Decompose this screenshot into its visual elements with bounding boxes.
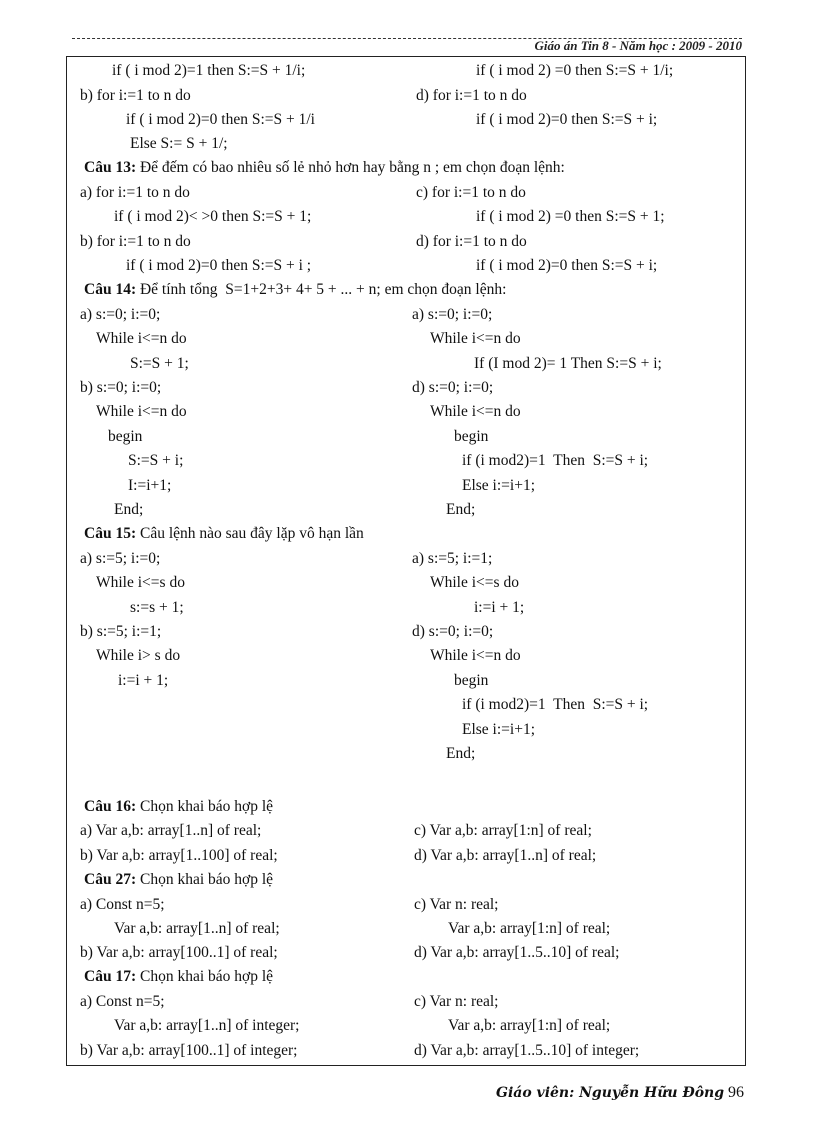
question-number: Câu 13:: [84, 159, 137, 176]
code-line: [462, 451, 648, 471]
line-text: b) for i:=1 to n do: [80, 87, 191, 104]
question-number: Câu 16:: [84, 798, 137, 815]
code-line: [130, 354, 189, 374]
page-footer: [496, 1084, 744, 1102]
code-line: [462, 476, 535, 496]
code-line: [130, 598, 184, 618]
code-line: [114, 919, 280, 939]
line-text: a) s:=0; i:=0;: [80, 306, 161, 323]
line-text: if ( i mod 2)=0 then S:=S + i ;: [126, 257, 312, 274]
line-text: I:=i+1;: [128, 477, 172, 494]
line-text: b) Var a,b: array[1..100] of real;: [80, 847, 278, 864]
line-text: d) for i:=1 to n do: [416, 87, 527, 104]
line-text: Var a,b: array[1:n] of real;: [448, 1017, 611, 1034]
line-text: End;: [114, 501, 144, 518]
line-text: If (I mod 2)= 1 Then S:=S + i;: [474, 355, 662, 372]
code-line: [96, 402, 187, 422]
line-text: While i<=s do: [96, 574, 185, 591]
code-line: [416, 86, 527, 106]
code-line: [80, 378, 161, 398]
code-line: [80, 1041, 298, 1061]
code-line: [126, 256, 311, 276]
line-text: Chọn khai báo hợp lệ: [136, 968, 274, 985]
code-line: [414, 943, 619, 963]
question-number: Câu 17:: [84, 968, 137, 985]
question-line: [84, 870, 273, 890]
page-header: Giáo án Tin 8 - Năm học : 2009 - 2010: [534, 38, 742, 53]
line-text: b) s:=0; i:=0;: [80, 379, 162, 396]
code-line: [128, 476, 171, 496]
line-text: While i<=n do: [96, 403, 187, 420]
line-text: c) for i:=1 to n do: [416, 184, 526, 201]
line-text: if ( i mod 2) =0 then S:=S + 1/i;: [476, 62, 674, 79]
question-number: Câu 14:: [84, 281, 137, 298]
code-line: [96, 573, 185, 593]
line-text: Chọn khai báo hợp lệ: [136, 871, 274, 888]
line-text: c) Var n: real;: [414, 993, 499, 1010]
code-line: [476, 110, 657, 130]
line-text: Câu lệnh nào sau đây lặp vô hạn lần: [136, 525, 364, 542]
code-line: [80, 895, 165, 915]
code-line: [80, 232, 191, 252]
code-line: [80, 622, 161, 642]
line-text: Để đếm có bao nhiêu số lẻ nhỏ hơn hay bằng n ; em chọn đoạn lệnh:: [136, 159, 565, 176]
line-text: a) Const n=5;: [80, 993, 165, 1010]
page-number: 96: [728, 1084, 744, 1101]
code-line: [80, 992, 165, 1012]
line-text: While i<=n do: [430, 330, 521, 347]
line-text: While i<=n do: [430, 403, 521, 420]
code-line: [476, 61, 673, 81]
line-text: c) Var n: real;: [414, 896, 499, 913]
code-line: [414, 992, 499, 1012]
line-text: b) s:=5; i:=1;: [80, 623, 162, 640]
code-line: [414, 1041, 639, 1061]
code-line: [414, 895, 499, 915]
code-line: [130, 134, 228, 154]
code-line: [446, 744, 475, 764]
question-line: [84, 797, 273, 817]
code-line: [476, 207, 665, 227]
line-text: begin: [454, 672, 489, 689]
code-line: [412, 622, 493, 642]
line-text: s:=s + 1;: [130, 599, 184, 616]
code-line: [96, 329, 187, 349]
code-line: [430, 329, 521, 349]
code-line: [114, 1016, 300, 1036]
line-text: i:=i + 1;: [474, 599, 525, 616]
line-text: d) for i:=1 to n do: [416, 233, 527, 250]
line-text: a) s:=5; i:=0;: [80, 550, 161, 567]
line-text: Var a,b: array[1..n] of integer;: [114, 1017, 300, 1034]
code-line: [112, 61, 305, 81]
line-text: While i> s do: [96, 647, 181, 664]
line-text: While i<=s do: [430, 574, 519, 591]
code-line: [454, 671, 488, 691]
code-line: [114, 500, 143, 520]
teacher-signature: Giáo viên: Nguyễn Hữu Đông: [496, 1085, 724, 1101]
code-line: [476, 256, 657, 276]
line-text: begin: [454, 428, 489, 445]
code-line: [474, 598, 524, 618]
line-text: i:=i + 1;: [118, 672, 169, 689]
code-line: [414, 846, 596, 866]
code-line: [474, 354, 662, 374]
question-number: Câu 15:: [84, 525, 137, 542]
code-line: [462, 695, 648, 715]
code-line: [126, 110, 315, 130]
code-line: [416, 183, 526, 203]
question-number: Câu 27:: [84, 871, 137, 888]
line-text: a) for i:=1 to n do: [80, 184, 190, 201]
code-line: [414, 821, 592, 841]
line-text: S:=S + 1;: [130, 355, 189, 372]
line-text: Else i:=i+1;: [462, 721, 536, 738]
code-line: [448, 1016, 610, 1036]
line-text: a) Const n=5;: [80, 896, 165, 913]
line-text: a) s:=0; i:=0;: [412, 306, 493, 323]
line-text: While i<=n do: [96, 330, 187, 347]
line-text: Var a,b: array[1:n] of real;: [448, 920, 611, 937]
line-text: a) Var a,b: array[1..n] of real;: [80, 822, 262, 839]
code-line: [80, 549, 160, 569]
code-line: [454, 427, 488, 447]
line-text: if ( i mod 2)=0 then S:=S + 1/i: [126, 111, 315, 128]
line-text: a) s:=5; i:=1;: [412, 550, 493, 567]
line-text: While i<=n do: [430, 647, 521, 664]
code-line: [430, 402, 521, 422]
line-text: if ( i mod 2) =0 then S:=S + 1;: [476, 208, 665, 225]
line-text: d) Var a,b: array[1..n] of real;: [414, 847, 597, 864]
line-text: Để tính tổng S=1+2+3+ 4+ 5 + ... + n; em chọn đoạn lệnh:: [136, 281, 507, 298]
code-line: [446, 500, 475, 520]
line-text: if (i mod2)=1 Then S:=S + i;: [462, 696, 649, 713]
code-line: [412, 305, 492, 325]
line-text: if (i mod2)=1 Then S:=S + i;: [462, 452, 649, 469]
code-line: [448, 919, 610, 939]
line-text: Chọn khai báo hợp lệ: [136, 798, 274, 815]
line-text: if ( i mod 2)=1 then S:=S + 1/i;: [112, 62, 306, 79]
code-line: [80, 846, 278, 866]
line-text: d) Var a,b: array[1..5..10] of integer;: [414, 1042, 640, 1059]
line-text: if ( i mod 2)=0 then S:=S + i;: [476, 257, 658, 274]
code-line: [416, 232, 527, 252]
code-line: [114, 207, 311, 227]
line-text: End;: [446, 745, 476, 762]
code-line: [80, 943, 278, 963]
code-line: [96, 646, 180, 666]
line-text: b) Var a,b: array[100..1] of real;: [80, 944, 278, 961]
line-text: Var a,b: array[1..n] of real;: [114, 920, 280, 937]
line-text: if ( i mod 2)< >0 then S:=S + 1;: [114, 208, 312, 225]
code-line: [108, 427, 142, 447]
code-line: [80, 86, 191, 106]
code-line: [128, 451, 183, 471]
code-line: [412, 378, 493, 398]
question-line: [84, 158, 565, 178]
line-text: Else i:=i+1;: [462, 477, 536, 494]
line-text: begin: [108, 428, 143, 445]
code-line: [462, 720, 535, 740]
line-text: End;: [446, 501, 476, 518]
code-line: [80, 305, 160, 325]
code-line: [80, 821, 261, 841]
code-line: [430, 573, 519, 593]
question-line: [84, 280, 506, 300]
line-text: d) s:=0; i:=0;: [412, 379, 494, 396]
line-text: b) Var a,b: array[100..1] of integer;: [80, 1042, 298, 1059]
code-line: [430, 646, 521, 666]
question-line: [84, 967, 273, 987]
line-text: if ( i mod 2)=0 then S:=S + i;: [476, 111, 658, 128]
line-text: b) for i:=1 to n do: [80, 233, 191, 250]
line-text: Else S:= S + 1/;: [130, 135, 228, 152]
line-text: d) s:=0; i:=0;: [412, 623, 494, 640]
code-line: [118, 671, 168, 691]
code-line: [80, 183, 190, 203]
code-line: [412, 549, 492, 569]
line-text: d) Var a,b: array[1..5..10] of real;: [414, 944, 620, 961]
line-text: S:=S + i;: [128, 452, 184, 469]
question-line: [84, 524, 364, 544]
line-text: c) Var a,b: array[1:n] of real;: [414, 822, 592, 839]
